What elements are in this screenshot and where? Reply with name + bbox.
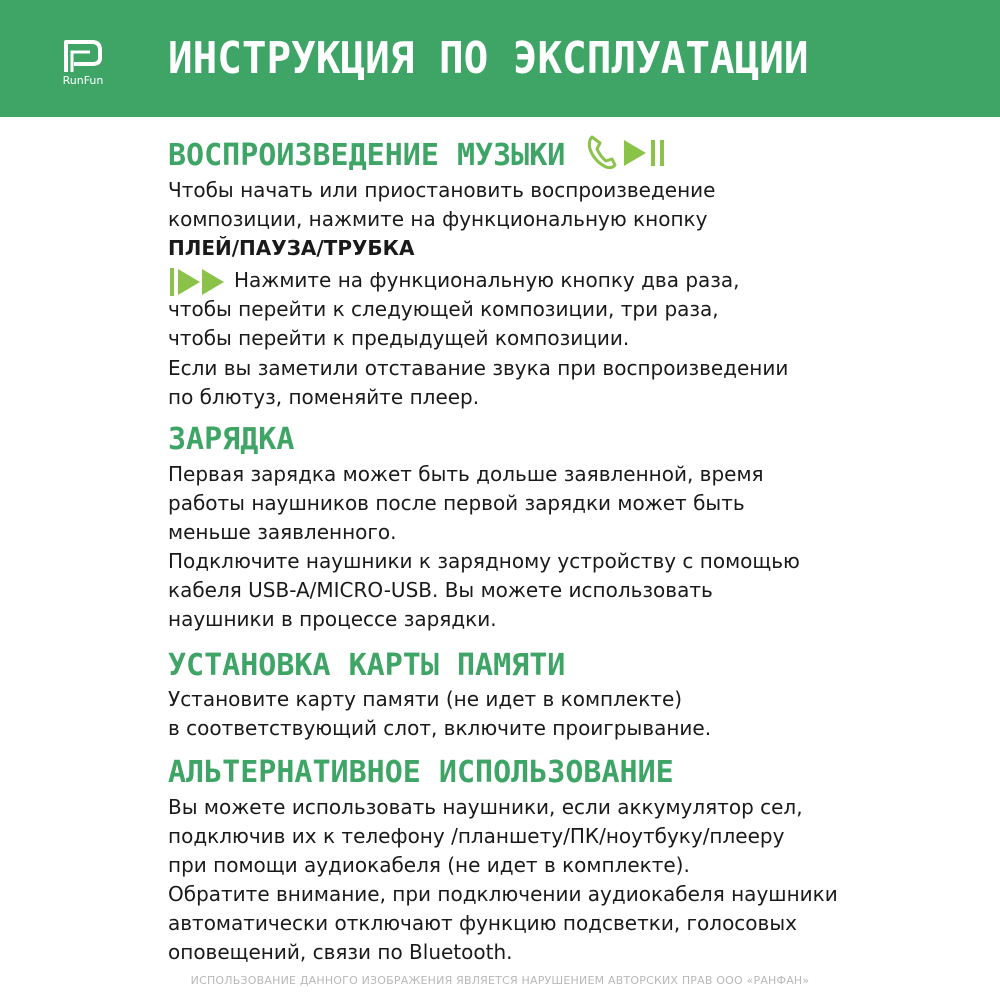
text-line: автоматически отключают функцию подсветки, голосовых <box>168 911 797 935</box>
text-line: Нажмите на функциональную кнопку два раза, <box>234 268 740 292</box>
header-bar <box>0 0 1000 117</box>
text-line: по блютуз, поменяйте плеер. <box>168 385 480 409</box>
memory-card-heading: УСТАНОВКА КАРТЫ ПАМЯТИ <box>168 648 566 683</box>
text-line: кабеля USB-A/MICRO-USB. Вы можете использовать <box>168 578 713 602</box>
charging-paragraph-2 <box>168 547 868 634</box>
text-line: наушники в процессе зарядки. <box>168 607 497 631</box>
text-line: в соответствующий слот, включите проигрывание. <box>168 716 712 740</box>
text-line: подключив их к телефону /планшету/ПК/ноутбуку/плееру <box>168 824 785 848</box>
text-line: работы наушников после первой зарядки может быть <box>168 491 745 515</box>
charging-heading: ЗАРЯДКА <box>168 422 295 457</box>
phone-handset-icon <box>584 131 620 171</box>
text-line: Обратите внимание, при подключении аудиокабеля наушники <box>168 882 838 906</box>
music-paragraph-3 <box>168 354 868 412</box>
music-paragraph-1 <box>168 176 868 263</box>
memory-card-paragraph <box>168 685 868 743</box>
button-name-text: ПЛЕЙ/ПАУЗА/ТРУБКА <box>168 236 415 260</box>
copyright-notice: ИСПОЛЬЗОВАНИЕ ДАННОГО ИЗОБРАЖЕНИЯ ЯВЛЯЕТСЯ НАРУШЕНИЕМ АВТОРСКИХ ПРАВ ООО «РАНФАН» <box>190 974 810 987</box>
charging-paragraph-1 <box>168 460 868 547</box>
text-line: Чтобы начать или приостановить воспроизведение <box>168 178 716 202</box>
text-line: оповещений, связи по Bluetooth. <box>168 940 513 964</box>
music-paragraph-2 <box>168 266 868 353</box>
text-line: при помощи аудиокабеля (не идет в комплекте). <box>168 853 690 877</box>
text-line: композиции, нажмите на функциональную кнопку <box>168 207 708 231</box>
brand-logo <box>46 36 120 92</box>
text-line: Если вы заметили отставание звука при воспроизведении <box>168 356 789 380</box>
text-line: Первая зарядка может быть дольше заявленной, время <box>168 462 764 486</box>
logo-text: RunFun <box>62 74 104 87</box>
text-line: чтобы перейти к следующей композиции, три раза, <box>168 297 719 321</box>
page-title: ИНСТРУКЦИЯ ПО ЭКСПЛУАТАЦИИ <box>168 33 809 84</box>
text-line: Подключите наушники к зарядному устройству с помощью <box>168 549 800 573</box>
music-heading: ВОСПРОИЗВЕДЕНИЕ МУЗЫКИ <box>168 138 566 173</box>
play-pause-icon <box>624 138 668 168</box>
logo-mark-icon <box>46 36 120 76</box>
text-line: чтобы перейти к предыдущей композиции. <box>168 326 630 350</box>
text-line: Вы можете использовать наушники, если аккумулятор сел, <box>168 795 803 819</box>
alternative-use-paragraph <box>168 793 868 967</box>
text-line: Установите карту памяти (не идет в комплекте) <box>168 687 683 711</box>
alternative-use-heading: АЛЬТЕРНАТИВНОЕ ИСПОЛЬЗОВАНИЕ <box>168 755 674 790</box>
text-line: меньше заявленного. <box>168 520 397 544</box>
